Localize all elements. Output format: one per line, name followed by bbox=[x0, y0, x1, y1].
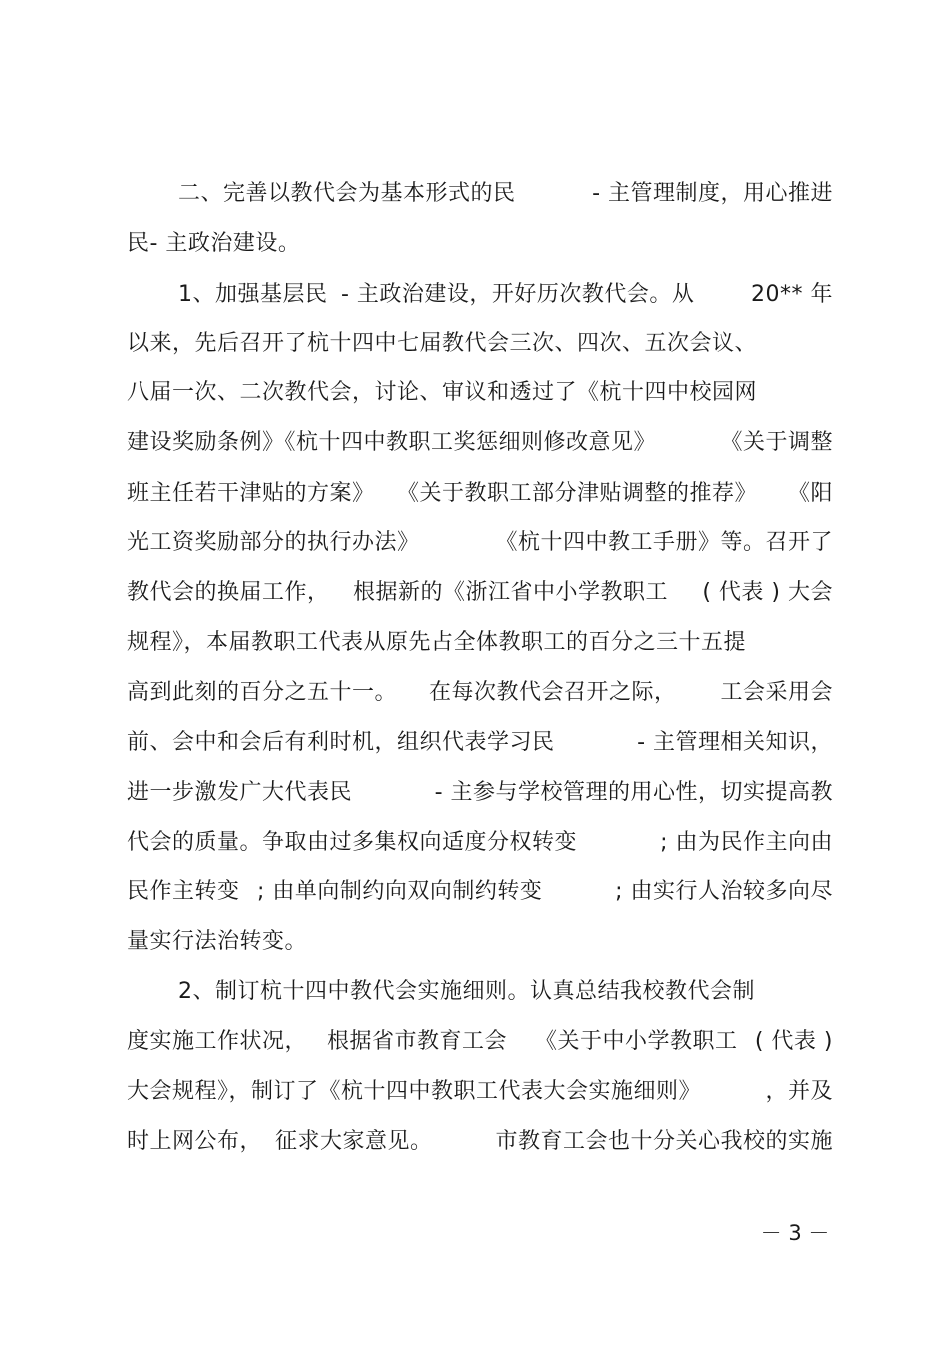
text-segment: ，并及 bbox=[765, 1079, 833, 1104]
paragraph-line bbox=[127, 224, 833, 264]
text-segment: ; 由单向制约向双向制约转变 bbox=[257, 879, 543, 904]
paragraph-line bbox=[127, 474, 833, 514]
text-segment: 2、制订杭十四中教代会实施细则。认真总结我校教代会制 bbox=[178, 979, 755, 1004]
text-segment: 民- 主政治建设。 bbox=[127, 231, 301, 256]
paragraph-line bbox=[127, 1072, 833, 1112]
text-segment: 《杭十四中教工手册》等。召开了 bbox=[495, 530, 833, 555]
text-segment: 民作主转变 bbox=[127, 879, 240, 904]
text-segment: 八届一次、二次教代会，讨论、审议和透过了《杭十四中校园网 bbox=[127, 380, 758, 405]
paragraph-line bbox=[127, 773, 833, 813]
text-segment: 《阳 bbox=[787, 481, 833, 506]
paragraph-line bbox=[127, 623, 833, 663]
paragraph-line bbox=[178, 972, 833, 1012]
text-segment: 代会的质量。争取由过多集权向适度分权转变 bbox=[127, 830, 578, 855]
text-segment: 前、会中和会后有利时机，组织代表学习民 bbox=[127, 730, 555, 755]
text-segment: 根据省市教育工会 bbox=[327, 1029, 508, 1054]
text-segment: 进一步激发广大代表民 bbox=[127, 780, 353, 805]
text-segment: 《关于教职工部分津贴调整的推荐》 bbox=[397, 481, 758, 506]
text-segment: ( 代表 ) 大会 bbox=[702, 580, 833, 605]
text-segment: 高到此刻的百分之五十一。 bbox=[127, 680, 398, 705]
text-segment: 教代会的换届工作， bbox=[127, 580, 330, 605]
text-segment: 征求大家意见。 bbox=[275, 1129, 433, 1154]
text-segment: 班主任若干津贴的方案》 bbox=[127, 481, 375, 506]
page-number: － 3 － bbox=[760, 1221, 830, 1245]
text-segment: ; 由为民作主向由 bbox=[660, 830, 833, 855]
text-segment: 《关于调整 bbox=[720, 430, 833, 455]
text-segment: ( 代表 ) bbox=[754, 1029, 833, 1054]
text-segment: 量实行法治转变。 bbox=[127, 929, 308, 954]
text-segment: 《关于中小学教职工 bbox=[535, 1029, 738, 1054]
paragraph-line bbox=[178, 275, 833, 315]
text-segment: 时上网公布， bbox=[127, 1129, 263, 1154]
text-segment: 度实施工作状况， bbox=[127, 1029, 308, 1054]
paragraph-line bbox=[127, 324, 833, 364]
text-segment: 大会规程》，制订了《杭十四中教职工代表大会实施细则》 bbox=[127, 1079, 702, 1104]
paragraph-line bbox=[127, 922, 833, 962]
text-segment: - 主管理制度，用心推进 bbox=[592, 181, 833, 206]
text-segment: 二、完善以教代会为基本形式的民 bbox=[178, 181, 516, 206]
text-segment: - 主政治建设，开好历次教代会。从 bbox=[341, 282, 695, 307]
text-segment: - 主参与学校管理的用心性，切实提高教 bbox=[434, 780, 833, 805]
paragraph-line bbox=[127, 1022, 833, 1062]
text-segment: 在每次教代会召开之际， bbox=[429, 680, 677, 705]
paragraph-line bbox=[127, 573, 833, 613]
paragraph-line bbox=[127, 523, 833, 563]
text-segment: 规程》，本届教职工代表从原先占全体教职工的百分之三十五提 bbox=[127, 630, 747, 655]
text-segment: 建设奖励条例》《杭十四中教职工奖惩细则修改意见》 bbox=[127, 430, 657, 455]
text-segment: 光工资奖励部分的执行办法》 bbox=[127, 530, 420, 555]
paragraph-line bbox=[127, 423, 833, 463]
text-segment: 1、加强基层民 bbox=[178, 282, 328, 307]
text-segment: 20** 年 bbox=[751, 282, 833, 307]
paragraph-line bbox=[127, 723, 833, 763]
paragraph-line bbox=[127, 1122, 833, 1162]
text-segment: - 主管理相关知识， bbox=[637, 730, 833, 755]
text-segment: 根据新的《浙江省中小学教职工 bbox=[353, 580, 669, 605]
text-segment: 市教育工会也十分关心我校的实施 bbox=[495, 1129, 833, 1154]
paragraph-line bbox=[127, 673, 833, 713]
text-segment: 以来，先后召开了杭十四中七届教代会三次、四次、五次会议、 bbox=[127, 331, 758, 356]
paragraph-line bbox=[127, 373, 833, 413]
paragraph-line bbox=[127, 872, 833, 912]
paragraph-line bbox=[127, 823, 833, 863]
text-segment: 工会采用会 bbox=[720, 680, 833, 705]
text-segment: ; 由实行人治较多向尽 bbox=[615, 879, 833, 904]
paragraph-line bbox=[178, 174, 833, 214]
